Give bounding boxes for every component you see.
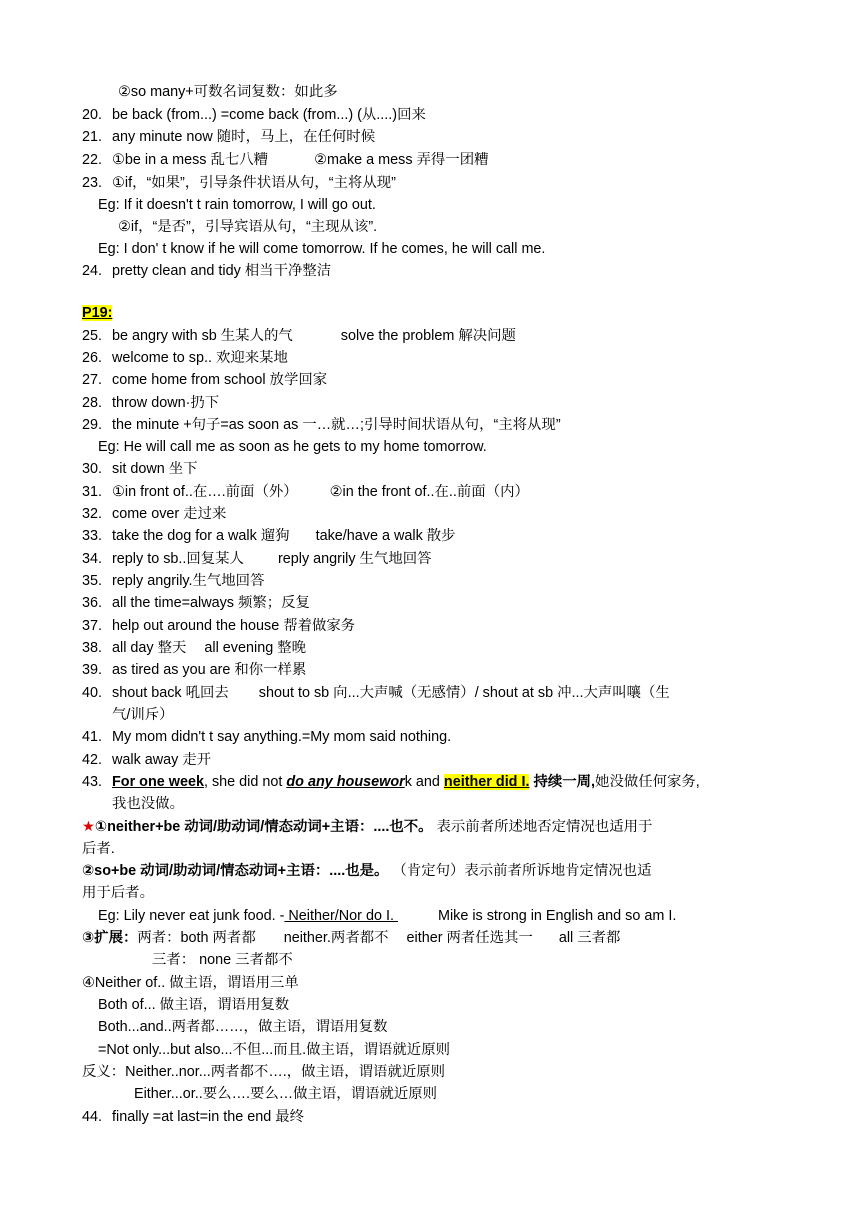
note-text: 两者：both 两者都 <box>137 930 256 946</box>
list-item <box>82 260 790 282</box>
item-number: 24. <box>82 263 103 279</box>
list-item-continuation <box>112 793 790 815</box>
note-text: Both...and..两者都……，做主语，谓语用复数 <box>98 1019 388 1035</box>
item-number: 41. <box>82 729 103 745</box>
note-text: ①neither+be 动词/助动词/情态动词+主语：....也不。 <box>94 819 433 835</box>
item-text: solve the problem 解决问题 <box>340 328 516 344</box>
grammar-note <box>134 1083 790 1105</box>
list-item <box>82 1106 790 1128</box>
example-line <box>98 194 790 216</box>
list-item <box>82 325 790 347</box>
example-line <box>98 238 790 260</box>
item-number: 42. <box>82 752 103 768</box>
item-text: sit down 坐下 <box>112 461 198 477</box>
item-number: 32. <box>82 506 103 522</box>
list-item <box>82 637 790 659</box>
list-item-continuation <box>112 704 790 726</box>
item-text: all evening 整晚 <box>204 640 306 656</box>
item-text: help out around the house 帮着做家务 <box>112 618 356 634</box>
item-text: the minute +句子=as soon as 一…就…;引导时间状语从句，“主将从现” <box>112 417 561 433</box>
note-text: ②so many+可数名词复数：如此多 <box>118 84 338 100</box>
item-text: ①if，“如果”，引导条件状语从句，“主将从现” <box>112 175 396 191</box>
note-text: neither.两者都不 <box>283 930 389 946</box>
grammar-note <box>98 1016 790 1038</box>
item-text: 我也没做。 <box>112 796 184 812</box>
item-text: do any housewor <box>286 774 405 790</box>
list-item <box>82 525 790 547</box>
item-text: pretty clean and tidy 相当干净整洁 <box>112 263 332 279</box>
list-item <box>82 347 790 369</box>
item-text: come home from school 放学回家 <box>112 372 328 388</box>
item-number: 39. <box>82 662 103 678</box>
star-icon: ★ <box>82 819 95 835</box>
list-item <box>82 771 790 793</box>
item-text: be back (from...) =come back (from...) (从....)回来 <box>112 107 426 123</box>
item-number: 30. <box>82 461 103 477</box>
highlighted-phrase: neither did I. <box>443 774 530 790</box>
item-text: finally =at last=in the end 最终 <box>112 1109 304 1125</box>
note-text: either 两者任选其一 <box>406 930 533 946</box>
list-item <box>82 369 790 391</box>
item-text: ①be in a mess 乱七八糟 <box>112 152 269 168</box>
grammar-note <box>98 1039 790 1061</box>
item-text: shout back 吼回去 <box>112 685 229 701</box>
item-number: 33. <box>82 528 103 544</box>
example-line <box>98 905 790 927</box>
grammar-note <box>82 972 790 994</box>
item-text: walk away 走开 <box>112 752 212 768</box>
note-text: 用于后者。 <box>82 885 154 901</box>
grammar-note <box>82 927 790 949</box>
grammar-note <box>82 838 790 860</box>
item-text: reply to sb..回复某人 <box>112 551 244 567</box>
item-text: come over 走过来 <box>112 506 227 522</box>
item-number: 37. <box>82 618 103 634</box>
item-number: 31. <box>82 484 103 500</box>
item-text: take the dog for a walk 遛狗 <box>112 528 290 544</box>
note-line <box>118 81 790 103</box>
example-text: Eg: He will call me as soon as he gets to my home tomorrow. <box>98 439 487 455</box>
grammar-note <box>82 882 790 904</box>
item-text: 她没做任何家务, <box>595 774 700 790</box>
note-text: all 三者都 <box>558 930 621 946</box>
page-heading: P19: <box>82 305 113 321</box>
list-item <box>82 126 790 148</box>
item-text: reply angrily 生气地回答 <box>277 551 432 567</box>
item-text: ①in front of..在….前面（外） <box>112 484 298 500</box>
item-text: all the time=always 频繁；反复 <box>112 595 310 611</box>
item-text: take/have a walk 散步 <box>315 528 456 544</box>
list-item <box>82 414 790 436</box>
note-line <box>118 216 790 238</box>
note-text: （肯定句）表示前者所诉地肯定情况也适 <box>388 863 652 879</box>
note-text: ④Neither of.. 做主语，谓语用三单 <box>82 975 299 991</box>
item-number: 23. <box>82 175 103 191</box>
item-number: 26. <box>82 350 103 366</box>
list-item <box>82 104 790 126</box>
example-text: Eg: If it doesn't t rain tomorrow, I will go out. <box>98 197 376 213</box>
example-text: Eg: I don' t know if he will come tomorrow. If he comes, he will call me. <box>98 241 546 257</box>
list-item <box>82 503 790 525</box>
note-text: 表示前者所述地否定情况也适用于 <box>432 819 653 835</box>
note-text: 后者. <box>82 841 115 857</box>
item-number: 21. <box>82 129 103 145</box>
list-item <box>82 726 790 748</box>
note-text: =Not only...but also...不但...而且.做主语，谓语就近原则 <box>98 1042 450 1058</box>
item-text: ②make a mess 弄得一团糟 <box>314 152 489 168</box>
item-number: 43. <box>82 774 103 790</box>
item-number: 29. <box>82 417 103 433</box>
item-text: shout to sb 向...大声喊（无感情）/ shout at sb 冲...大声叫嚷（生 <box>258 685 670 701</box>
item-text: all day 整天 <box>112 640 187 656</box>
note-text: 反义：Neither..nor...两者都不….，做主语，谓语就近原则 <box>82 1064 446 1080</box>
item-number: 44. <box>82 1109 103 1125</box>
list-item <box>82 659 790 681</box>
item-text: welcome to sp.. 欢迎来某地 <box>112 350 288 366</box>
item-text: My mom didn't t say anything.=My mom said nothing. <box>112 729 452 745</box>
list-item <box>82 172 790 194</box>
grammar-note <box>82 816 790 838</box>
note-text: ②so+be 动词/助动词/情态动词+主语：....也是。 <box>82 863 389 879</box>
note-text: ③扩展： <box>82 930 138 946</box>
item-number: 20. <box>82 107 103 123</box>
item-text: For one week <box>112 774 204 790</box>
item-text: as tired as you are 和你一样累 <box>112 662 307 678</box>
item-text: k and <box>404 774 444 790</box>
list-item <box>82 570 790 592</box>
item-number: 22. <box>82 152 103 168</box>
item-text: throw down·扔下 <box>112 395 220 411</box>
list-item <box>82 481 790 503</box>
item-number: 38. <box>82 640 103 656</box>
note-text: ②if，“是否”，引导宾语从句，“主现从该”. <box>118 219 378 235</box>
item-text: any minute now 随时，马上，在任何时候 <box>112 129 376 145</box>
item-text: ②in the front of..在..前面（内） <box>329 484 529 500</box>
grammar-note <box>98 994 790 1016</box>
item-text: reply angrily.生气地回答 <box>112 573 265 589</box>
list-item <box>82 149 790 171</box>
list-item <box>82 458 790 480</box>
list-item <box>82 749 790 771</box>
example-text: Mike is strong in English and so am I. <box>437 908 677 924</box>
list-item <box>82 392 790 414</box>
list-item <box>82 592 790 614</box>
item-number: 40. <box>82 685 103 701</box>
item-number: 27. <box>82 372 103 388</box>
example-text: Eg: Lily never eat junk food. - <box>98 908 285 924</box>
example-line <box>98 436 790 458</box>
section-heading <box>82 302 790 324</box>
item-number: 35. <box>82 573 103 589</box>
note-text: Either...or..要么….要么…做主语，谓语就近原则 <box>134 1086 438 1102</box>
grammar-note <box>82 1061 790 1083</box>
item-text: , she did not <box>203 774 287 790</box>
item-text: be angry with sb 生某人的气 <box>112 328 293 344</box>
item-number: 25. <box>82 328 103 344</box>
item-number: 34. <box>82 551 103 567</box>
list-item <box>82 615 790 637</box>
item-number: 36. <box>82 595 103 611</box>
grammar-note <box>82 860 790 882</box>
grammar-note <box>152 949 790 971</box>
item-text: 持续一周, <box>529 774 596 790</box>
note-text: Both of... 做主语，谓语用复数 <box>98 997 290 1013</box>
item-number: 28. <box>82 395 103 411</box>
item-text: 气/训斥） <box>112 707 174 723</box>
list-item <box>82 682 790 704</box>
list-item <box>82 548 790 570</box>
note-text: 三者： none 三者都不 <box>152 952 293 968</box>
example-text: Neither/Nor do I. <box>284 908 398 924</box>
